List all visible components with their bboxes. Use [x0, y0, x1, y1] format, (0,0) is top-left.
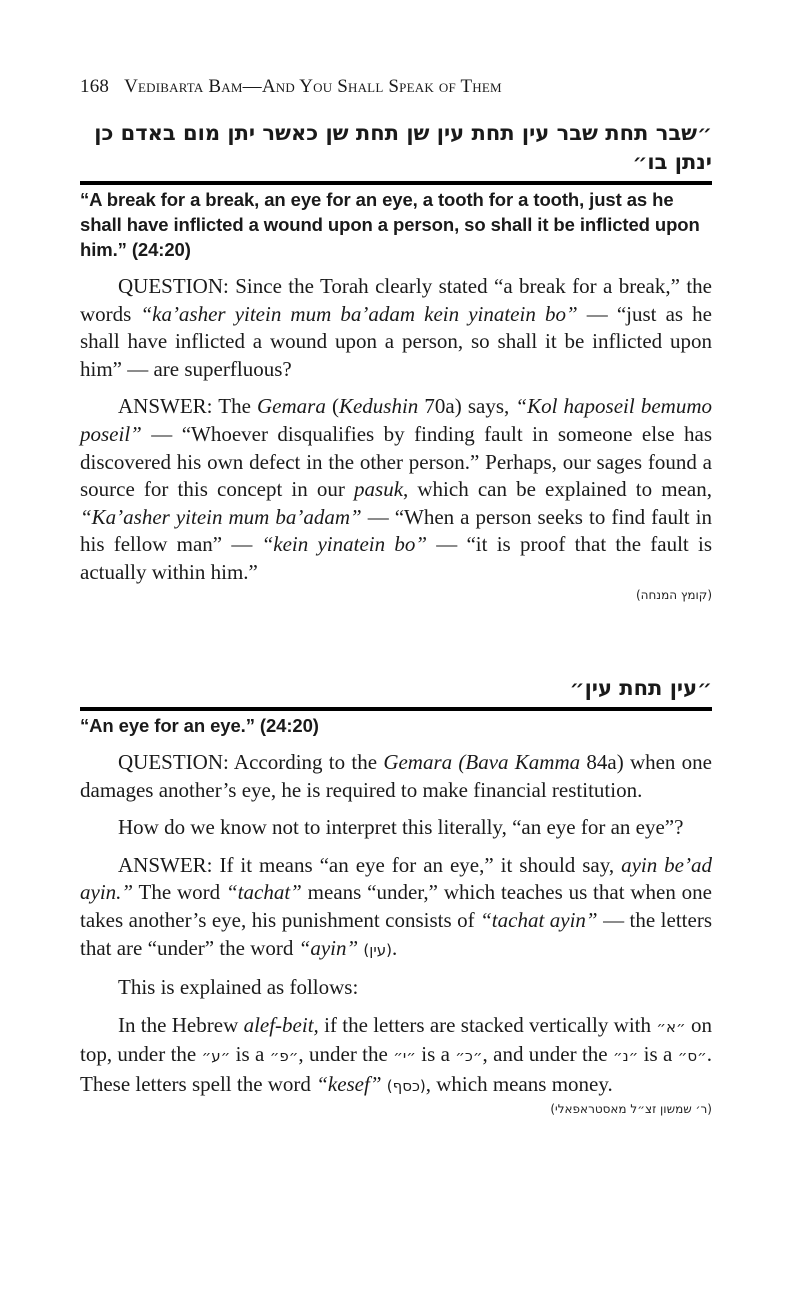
text: ANSWER: If it means “an eye for an eye,” it should say, [118, 852, 622, 877]
english-verse-heading: “A break for a break, an eye for an eye, a tooth for a tooth, just as he shall have inflicted a wound upon a person, so shall it be inflicted upon him.” (24:20) [80, 189, 700, 260]
text: The word [133, 880, 226, 905]
text: QUESTION: Since the Torah clearly stated “a break for a break,” the words [80, 274, 712, 326]
text: , which can be explained to mean, [403, 477, 712, 502]
hebrew-word: (כסף) [386, 1076, 426, 1095]
italic-text: “ka’asher yitein mum ba’adam kein yinatein bo” [140, 301, 578, 326]
hebrew-letter: ״כ״ [455, 1047, 483, 1066]
english-verse-heading: “An eye for an eye.” (24:20) [80, 715, 319, 736]
text: — “it is proof that the fault is actually within him.” [80, 532, 712, 584]
text: is a [230, 1042, 270, 1067]
italic-text: “Ka’asher yitein mum ba’adam” [80, 504, 362, 529]
text: 84a) when one damages another’s eye, he is required to make financial restitution. [80, 750, 713, 802]
question-followup-paragraph: How do we know not to interpret this literally, “an eye for an eye”? [118, 815, 684, 840]
answer-paragraph [80, 852, 712, 964]
text: ANSWER: The [118, 394, 258, 419]
text: In the Hebrew [118, 1012, 244, 1037]
book-title: Vedibarta Bam—And You Shall Speak of Them [124, 76, 502, 97]
italic-text: pasuk [354, 477, 404, 502]
hebrew-word: (עין) [363, 940, 392, 959]
explain-paragraph: This is explained as follows: [118, 975, 359, 1000]
question-paragraph [80, 273, 712, 383]
running-head [80, 76, 502, 98]
text: means “under,” which teaches us that when one takes another’s eye, his punishment consists of [80, 880, 712, 932]
source-citation: (ר׳ שמשון זצ״ל מאסטראפאלי) [550, 1101, 712, 1116]
italic-text: ayin be’ad ayin.” [80, 852, 712, 905]
hebrew-verse-heading: ״שבר תחת שבר עין תחת עין שן תחת שן כאשר יתן מום באדם כן ינתן בו״ [94, 121, 712, 174]
hebrew-letter: ״נ״ [612, 1047, 639, 1066]
italic-text: “kesef” [316, 1071, 382, 1096]
text: is a [638, 1042, 678, 1067]
text: if the letters are stacked vertically with [318, 1012, 657, 1037]
text: ( [325, 394, 339, 419]
section-divider [80, 707, 712, 711]
hebrew-verse-heading: ״עין תחת עין״ [569, 676, 712, 700]
italic-text: “kein yinatein bo” [261, 532, 428, 557]
section-break-for-break [80, 119, 712, 602]
hebrew-letter: ״א״ [656, 1017, 686, 1036]
italic-text: “tachat” [225, 880, 302, 905]
text: is a [415, 1042, 456, 1067]
section-eye-for-eye [80, 674, 712, 1116]
text: — “Whoever disqualifies by finding fault in someone else has discovered his own defect in the other person.” Perhaps, our sages found a source for this concept in our [80, 421, 712, 502]
text: — “When a person seeks to find fault in his fellow man” — [80, 504, 712, 557]
text: . These letters spell the word [80, 1042, 713, 1096]
italic-text: alef-beit, [243, 1012, 319, 1037]
answer-paragraph [80, 393, 712, 586]
italic-text: Gemara [257, 394, 326, 419]
hebrew-letter: ״ע״ [201, 1047, 231, 1066]
hebrew-letter: ״י״ [393, 1047, 416, 1066]
text: QUESTION: According to the [118, 750, 384, 774]
italic-text: Gemara (Bava Kamma [383, 750, 581, 774]
italic-text: Kedushin [338, 394, 419, 419]
section-divider [80, 181, 712, 185]
italic-text: “ayin” [298, 935, 359, 960]
hebrew-letter: ״פ״ [269, 1047, 299, 1066]
source-citation: (קומץ המנחה) [635, 587, 712, 602]
page-number: 168 [80, 76, 110, 97]
text: — “just as he shall have inflicted a wound upon a person, so shall it be inflicted upon him” — are superfluous? [80, 301, 712, 381]
text: , and under the [482, 1042, 613, 1067]
question-paragraph [80, 749, 712, 804]
hebrew-letter: ״ס״ [677, 1047, 707, 1066]
text: , which means money. [425, 1071, 613, 1096]
text: on top, under the [80, 1012, 712, 1067]
text: 70a) says, [418, 394, 516, 419]
text: — the letters that are “under” the word [80, 907, 712, 960]
italic-text: “tachat ayin” [480, 907, 598, 932]
kesef-paragraph [80, 1012, 712, 1101]
text: . [391, 935, 398, 960]
italic-text: “Kol haposeil bemumo poseil” [80, 394, 712, 446]
text: , under the [298, 1042, 394, 1067]
